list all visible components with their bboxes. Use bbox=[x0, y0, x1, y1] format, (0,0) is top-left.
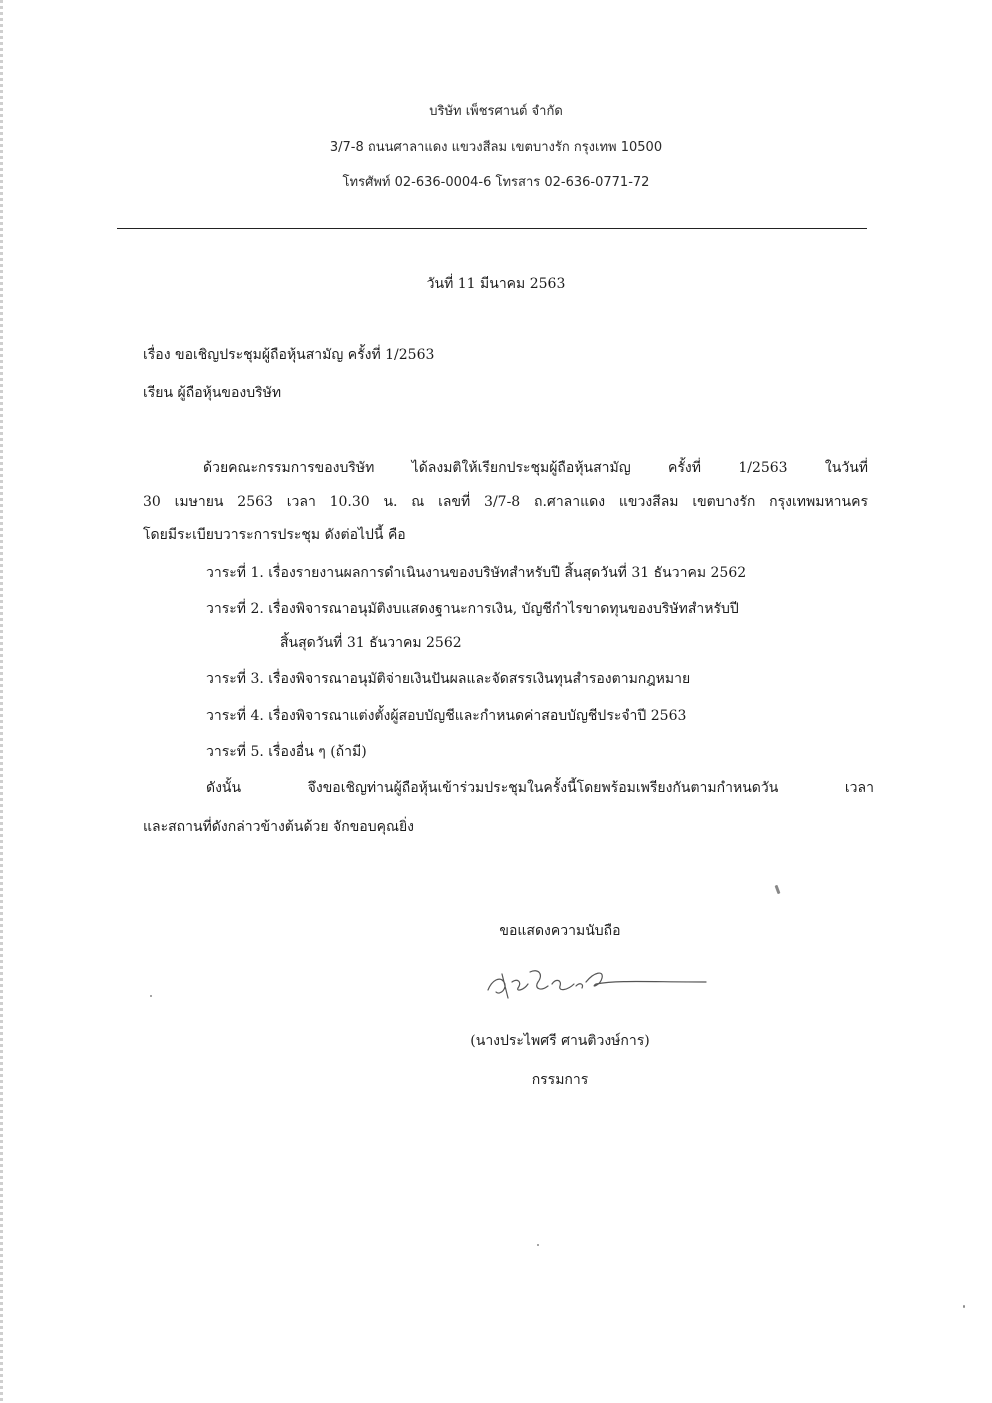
scan-edge bbox=[0, 0, 3, 1403]
agenda-item-4: วาระที่ 4. เรื่องพิจารณาแต่งตั้งผู้สอบบัญชีและกำหนดค่าสอบบัญชีประจำปี 2563 bbox=[206, 708, 687, 724]
company-contact: โทรศัพท์ 02-636-0004-6 โทรสาร 02-636-0771-72 bbox=[342, 175, 650, 190]
subject-line: เรื่อง ขอเชิญประชุมผู้ถือหุ้นสามัญ ครั้งที่ 1/2563 bbox=[143, 347, 435, 363]
scan-speck bbox=[963, 1305, 965, 1308]
signer-name: (นางประไพศรี ศานติวงษ์การ) bbox=[470, 1033, 650, 1049]
closing-line-2: และสถานที่ดังกล่าวข้างต้นด้วย จักขอบคุณยิ่ง bbox=[143, 819, 414, 835]
body-line-3: โดยมีระเบียบวาระการประชุม ดังต่อไปนี้ คือ bbox=[143, 527, 406, 543]
regards-text: ขอแสดงความนับถือ bbox=[499, 923, 621, 939]
header-divider bbox=[117, 228, 867, 229]
scan-speck bbox=[775, 885, 781, 894]
recipient-line: เรียน ผู้ถือหุ้นของบริษัท bbox=[143, 385, 282, 401]
closing-line-1: ดังนั้น จึงขอเชิญท่านผู้ถือหุ้นเข้าร่วมประชุมในครั้งนี้โดยพร้อมเพรียงกันตามกำหนดวัน เวลา bbox=[206, 780, 874, 796]
scan-speck bbox=[150, 995, 152, 997]
body-line-2: 30 เมษายน 2563 เวลา 10.30 น. ณ เลขที่ 3/7-8 ถ.ศาลาแดง แขวงสีลม เขตบางรัก กรุงเทพมหานคร bbox=[143, 494, 868, 510]
letter-date: วันที่ 11 มีนาคม 2563 bbox=[426, 276, 566, 292]
handwritten-signature bbox=[478, 952, 718, 1012]
body-line-1: ด้วยคณะกรรมการของบริษัท ได้ลงมติให้เรียกประชุมผู้ถือหุ้นสามัญ ครั้งที่ 1/2563 ในวันที่ bbox=[203, 460, 868, 476]
agenda-item-2-cont: สิ้นสุดวันที่ 31 ธันวาคม 2562 bbox=[280, 635, 462, 651]
company-name: บริษัท เพ็ชรศานต์ จำกัด bbox=[429, 104, 563, 119]
scan-speck bbox=[537, 1244, 539, 1246]
agenda-item-1: วาระที่ 1. เรื่องรายงานผลการดำเนินงานของบริษัทสำหรับปี สิ้นสุดวันที่ 31 ธันวาคม 2562 bbox=[206, 565, 747, 581]
signer-position: กรรมการ bbox=[531, 1072, 589, 1088]
agenda-item-5: วาระที่ 5. เรื่องอื่น ๆ (ถ้ามี) bbox=[206, 744, 367, 760]
agenda-item-3: วาระที่ 3. เรื่องพิจารณาอนุมัติจ่ายเงินปันผลและจัดสรรเงินทุนสำรองตามกฎหมาย bbox=[206, 671, 691, 687]
agenda-item-2: วาระที่ 2. เรื่องพิจารณาอนุมัติงบแสดงฐานะการเงิน, บัญชีกำไรขาดทุนของบริษัทสำหรับปี bbox=[206, 601, 739, 617]
company-address: 3/7-8 ถนนศาลาแดง แขวงสีลม เขตบางรัก กรุงเทพ 10500 bbox=[329, 140, 663, 155]
